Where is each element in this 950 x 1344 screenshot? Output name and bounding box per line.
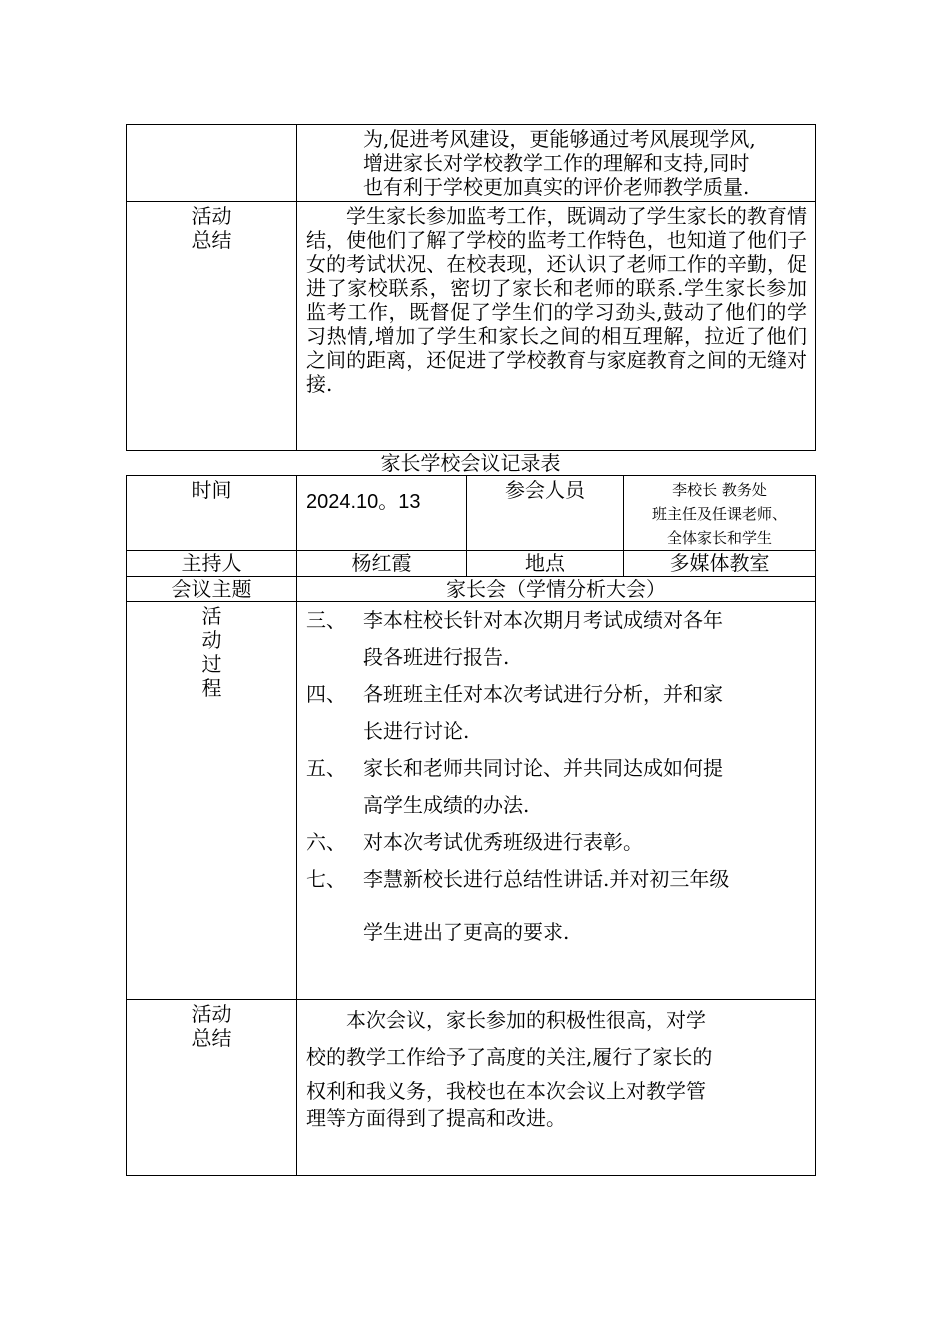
attendees-label: 参会人员 [467,476,624,551]
meeting-record-table [126,475,816,1176]
process-step [306,750,807,824]
process-step [306,861,807,951]
label-char: 程 [201,676,222,700]
label-line: 总结 [191,1026,232,1050]
step-line: 段各班进行报告. [363,645,510,669]
step-line: 李本柱校长针对本次期月考试成绩对各年 [363,608,723,632]
step-line: 李慧新校长进行总结性讲话.并对初三年级 [363,867,730,891]
table-row [127,1000,816,1176]
text-line: 为,促进考风建设，更能够通过考风展现学风, [363,127,756,151]
label-line: 总结 [191,228,232,252]
step-line: 家长和老师共同讨论、并共同达成如何提 [363,756,723,780]
label-line: 活动 [191,1002,232,1026]
label-char: 过 [201,652,222,676]
table-row [127,551,816,577]
purpose-cell [297,125,816,202]
step-number: 五、 [306,756,346,780]
summary-cell [297,202,816,451]
summary-line: 权利和我义务，我校也在本次会议上对教学管 [306,1079,706,1103]
text-line: 也有利于学校更加真实的评价老师教学质量. [363,175,750,199]
time-label: 时间 [127,476,297,551]
table-row [127,202,816,451]
process-step [306,602,807,676]
step-number: 六、 [306,830,346,854]
step-line: 各班班主任对本次考试进行分析，并和家 [363,682,723,706]
location-label: 地点 [467,551,624,577]
text-line: 增进家长对学校教学工作的理解和支持,同时 [363,151,750,175]
process-cell [297,602,816,1000]
step-line: 学生进出了更高的要求. [363,920,570,944]
host-label: 主持人 [127,551,297,577]
summary-line: 校的教学工作给予了高度的关注,履行了家长的 [306,1045,713,1069]
activity-table [126,124,816,451]
summary-cell [297,1000,816,1176]
attendees-cell [624,476,816,551]
time-value-cell [297,476,467,551]
time-value: 2024.10。13 [306,491,421,513]
step-line: 对本次考试优秀班级进行表彰。 [363,830,643,854]
step-number: 七、 [306,867,346,891]
table-row [127,602,816,1000]
host-value: 杨红霞 [297,551,467,577]
attendees-line: 李校长 教务处 [672,481,767,499]
table-caption: 家长学校会议记录表 [380,451,561,475]
step-line: 长进行讨论. [363,719,470,743]
label-line: 活动 [191,204,232,228]
summary-text: 学生家长参加监考工作，既调动了学生家长的教育情结，使他们了解了学校的监考工作特色，也知道了他们子女的考试状况、在校表现，还认识了老师工作的辛勤，促进了家校联系，密切了家长和老师的联系.学生家长参加监考工作，既督促了学生们的学习劲头,鼓动了他们的学习热情,增加了学生和家长之间的相互理解，拉近了他们之间的距离，还促进了学校教育与家庭教育之间的无缝对接. [306,204,807,396]
summary-line: 理等方面得到了提高和改进。 [306,1106,566,1130]
label-char: 动 [201,628,222,652]
summary-line: 本次会议，家长参加的积极性很高，对学 [346,1008,706,1032]
topic-label: 会议主题 [127,577,297,602]
process-step [306,824,807,861]
process-label-cell [127,602,297,1000]
process-step [306,676,807,750]
attendees-line: 班主任及任课老师、 [651,505,787,523]
location-value: 多媒体教室 [624,551,816,577]
empty-label-cell [127,125,297,202]
topic-value: 家长会（学情分析大会） [297,577,816,602]
summary-label-cell [127,1000,297,1176]
table-row [127,125,816,202]
attendees-line: 全体家长和学生 [666,529,772,547]
step-line: 高学生成绩的办法. [363,793,530,817]
step-number: 三、 [306,608,346,632]
table-row [127,577,816,602]
step-number: 四、 [306,682,346,706]
table-row [127,476,816,551]
label-char: 活 [201,604,222,628]
summary-label-cell [127,202,297,451]
